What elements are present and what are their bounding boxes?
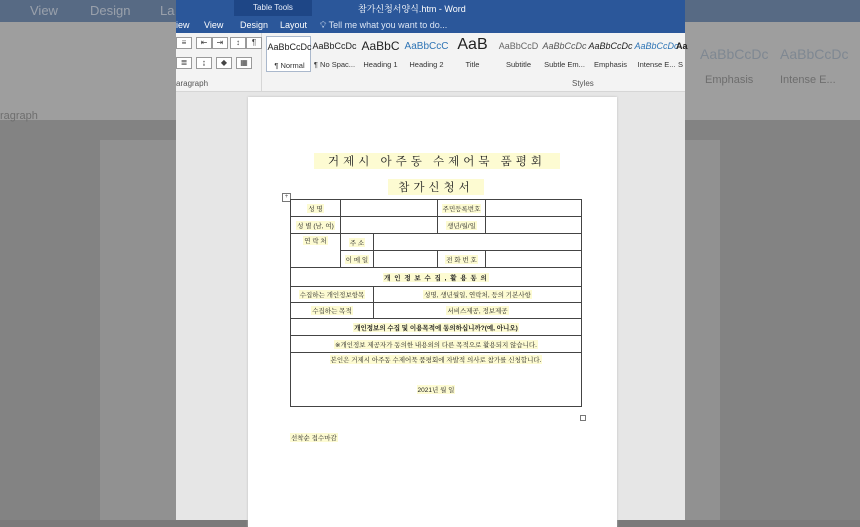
gender-label: 성 별 (남, 여) (291, 217, 341, 234)
collected-items-label: 수집하는 개인정보항목 (291, 287, 374, 303)
background-shade-right (685, 0, 860, 520)
style-title[interactable] (450, 36, 495, 72)
paragraph-group (176, 33, 262, 91)
table-row (291, 336, 582, 353)
form-title: 거제시 아주동 수제어묵 품평회 (314, 153, 560, 169)
purpose-value: 서비스제공, 정보제공 (374, 303, 582, 319)
decrease-indent-icon[interactable]: ⇤ (196, 37, 212, 49)
table-row (291, 268, 582, 287)
rrn-field[interactable] (486, 200, 582, 217)
name-field[interactable] (341, 200, 438, 217)
background-tab-design: Design (90, 3, 131, 18)
line-spacing-icon[interactable]: ↨ (196, 57, 212, 69)
declaration-text: 본인은 거제시 아주동 수제어묵 품평회에 자발적 의사로 참가를 신청합니다. (330, 357, 542, 364)
birth-field[interactable] (486, 217, 582, 234)
style-heading-1[interactable] (358, 36, 403, 72)
table-row (291, 217, 582, 234)
style-label: Heading 2 (409, 60, 444, 69)
background-style-emphasis-sample: AaBbCcDc (700, 46, 769, 62)
background-group-label: ragraph (0, 110, 38, 122)
style-sample: AaBbCcDc (542, 41, 587, 51)
style-sample: AaB (457, 36, 488, 53)
title-bar (176, 0, 685, 33)
deadline-note: 선착순 접수마감 (291, 435, 337, 442)
background-style-intense-label: Intense E... (780, 74, 836, 86)
background-shade-left (0, 0, 176, 520)
name-label: 성 명 (291, 200, 341, 217)
style-label: Emphasis (594, 60, 627, 69)
address-field[interactable] (374, 234, 582, 251)
consent-header: 개 인 정 보 수 집 , 활 용 동 의 (291, 268, 582, 287)
lightbulb-icon: 💡︎ (320, 20, 327, 30)
background-style-intense-sample: AaBbCcDc (780, 46, 849, 62)
consent-notice: ※개인정보 제공자가 동의한 내용외의 다른 목적으로 활용되지 않습니다. (291, 336, 582, 353)
birth-label: 생년/월/일 (438, 217, 486, 234)
style-label: ¶ Normal (274, 61, 305, 70)
tab-review[interactable]: iew (176, 20, 190, 30)
style-label: S (677, 60, 683, 69)
table-move-handle-icon[interactable]: + (282, 193, 291, 202)
borders-icon[interactable]: ▦ (236, 57, 252, 69)
ribbon (176, 33, 688, 92)
window-title: 참가신청서양식.htm - Word (358, 4, 466, 14)
style-normal[interactable] (266, 36, 311, 72)
style-sample: AaBbCcDc (267, 42, 312, 52)
consent-question: 개인정보의 수집 및 이용목적에 동의하십니까?(예, 아니오) (291, 319, 582, 336)
style-heading-2[interactable] (404, 36, 449, 72)
style-label: ¶ No Spac... (313, 60, 356, 69)
application-table (290, 199, 582, 407)
tell-me-text: Tell me what you want to do... (328, 20, 448, 30)
tab-design[interactable]: Design (240, 20, 269, 30)
table-row (291, 234, 582, 251)
style-label: Subtle Em... (544, 60, 585, 69)
paragraph-group-label: aragraph (176, 79, 209, 88)
table-resize-handle[interactable] (580, 415, 586, 421)
background-style-emphasis-label: Emphasis (705, 74, 754, 86)
tell-me-box[interactable] (320, 17, 447, 33)
table-row (291, 287, 582, 303)
date-line: 2021년 월 일 (417, 387, 455, 394)
style-subtle-emphasis[interactable] (542, 36, 587, 72)
style-sample: AaBbCcDc (634, 41, 679, 51)
gender-field[interactable] (341, 217, 438, 234)
document-page[interactable] (248, 97, 617, 527)
rrn-label: 주민등록번호 (438, 200, 486, 217)
pilcrow-icon[interactable]: ¶ (246, 37, 262, 49)
align-justify-icon[interactable]: ≣ (176, 57, 192, 69)
style-label: Subtitle (505, 60, 532, 69)
table-row (291, 303, 582, 319)
style-sample: AaBbCcDc (312, 41, 357, 51)
style-label: Title (465, 60, 480, 69)
style-sample: AaBbCcD (498, 41, 539, 51)
style-sample: AaBbCcDc (588, 41, 633, 51)
address-label: 주 소 (341, 234, 374, 251)
styles-group-label: Styles (572, 79, 594, 88)
style-sample: Aa (676, 41, 688, 51)
word-window (176, 0, 688, 520)
tab-view[interactable]: View (204, 20, 224, 30)
style-sample: AaBbC (361, 39, 400, 53)
declaration-cell (291, 353, 582, 407)
phone-field[interactable] (486, 251, 582, 268)
background-tab-view: View (30, 3, 58, 18)
table-row (291, 200, 582, 217)
style-emphasis[interactable] (588, 36, 633, 72)
purpose-label: 수집하는 목적 (291, 303, 374, 319)
style-label: Heading 1 (363, 60, 398, 69)
email-field[interactable] (374, 251, 438, 268)
collected-items-value: 성명, 생년월일, 연락처, 등의 기본사항 (374, 287, 582, 303)
increase-indent-icon[interactable]: ⇥ (212, 37, 228, 49)
email-label: 이 메 일 (341, 251, 374, 268)
style-no-spacing[interactable] (312, 36, 357, 72)
numbering-icon[interactable]: ≡ (176, 37, 192, 49)
style-sample: AaBbCcC (404, 41, 449, 52)
style-strong[interactable] (676, 36, 688, 72)
sort-icon[interactable]: ↕ (230, 37, 246, 49)
form-subtitle: 참가신청서 (388, 179, 484, 195)
style-subtitle[interactable] (496, 36, 541, 72)
styles-gallery (266, 36, 688, 73)
phone-label: 전 화 번 호 (438, 251, 486, 268)
table-tools-label: Table Tools (234, 0, 312, 16)
contact-label: 연 락 처 (291, 234, 341, 268)
style-label: Intense E... (637, 60, 676, 69)
table-row (291, 319, 582, 336)
background-tab-layout: La (160, 3, 175, 18)
table-row (291, 353, 582, 407)
style-intense-emphasis[interactable] (634, 36, 679, 72)
tab-layout[interactable]: Layout (280, 20, 308, 30)
document-area[interactable] (176, 92, 685, 520)
shading-icon[interactable]: ◆ (216, 57, 232, 69)
